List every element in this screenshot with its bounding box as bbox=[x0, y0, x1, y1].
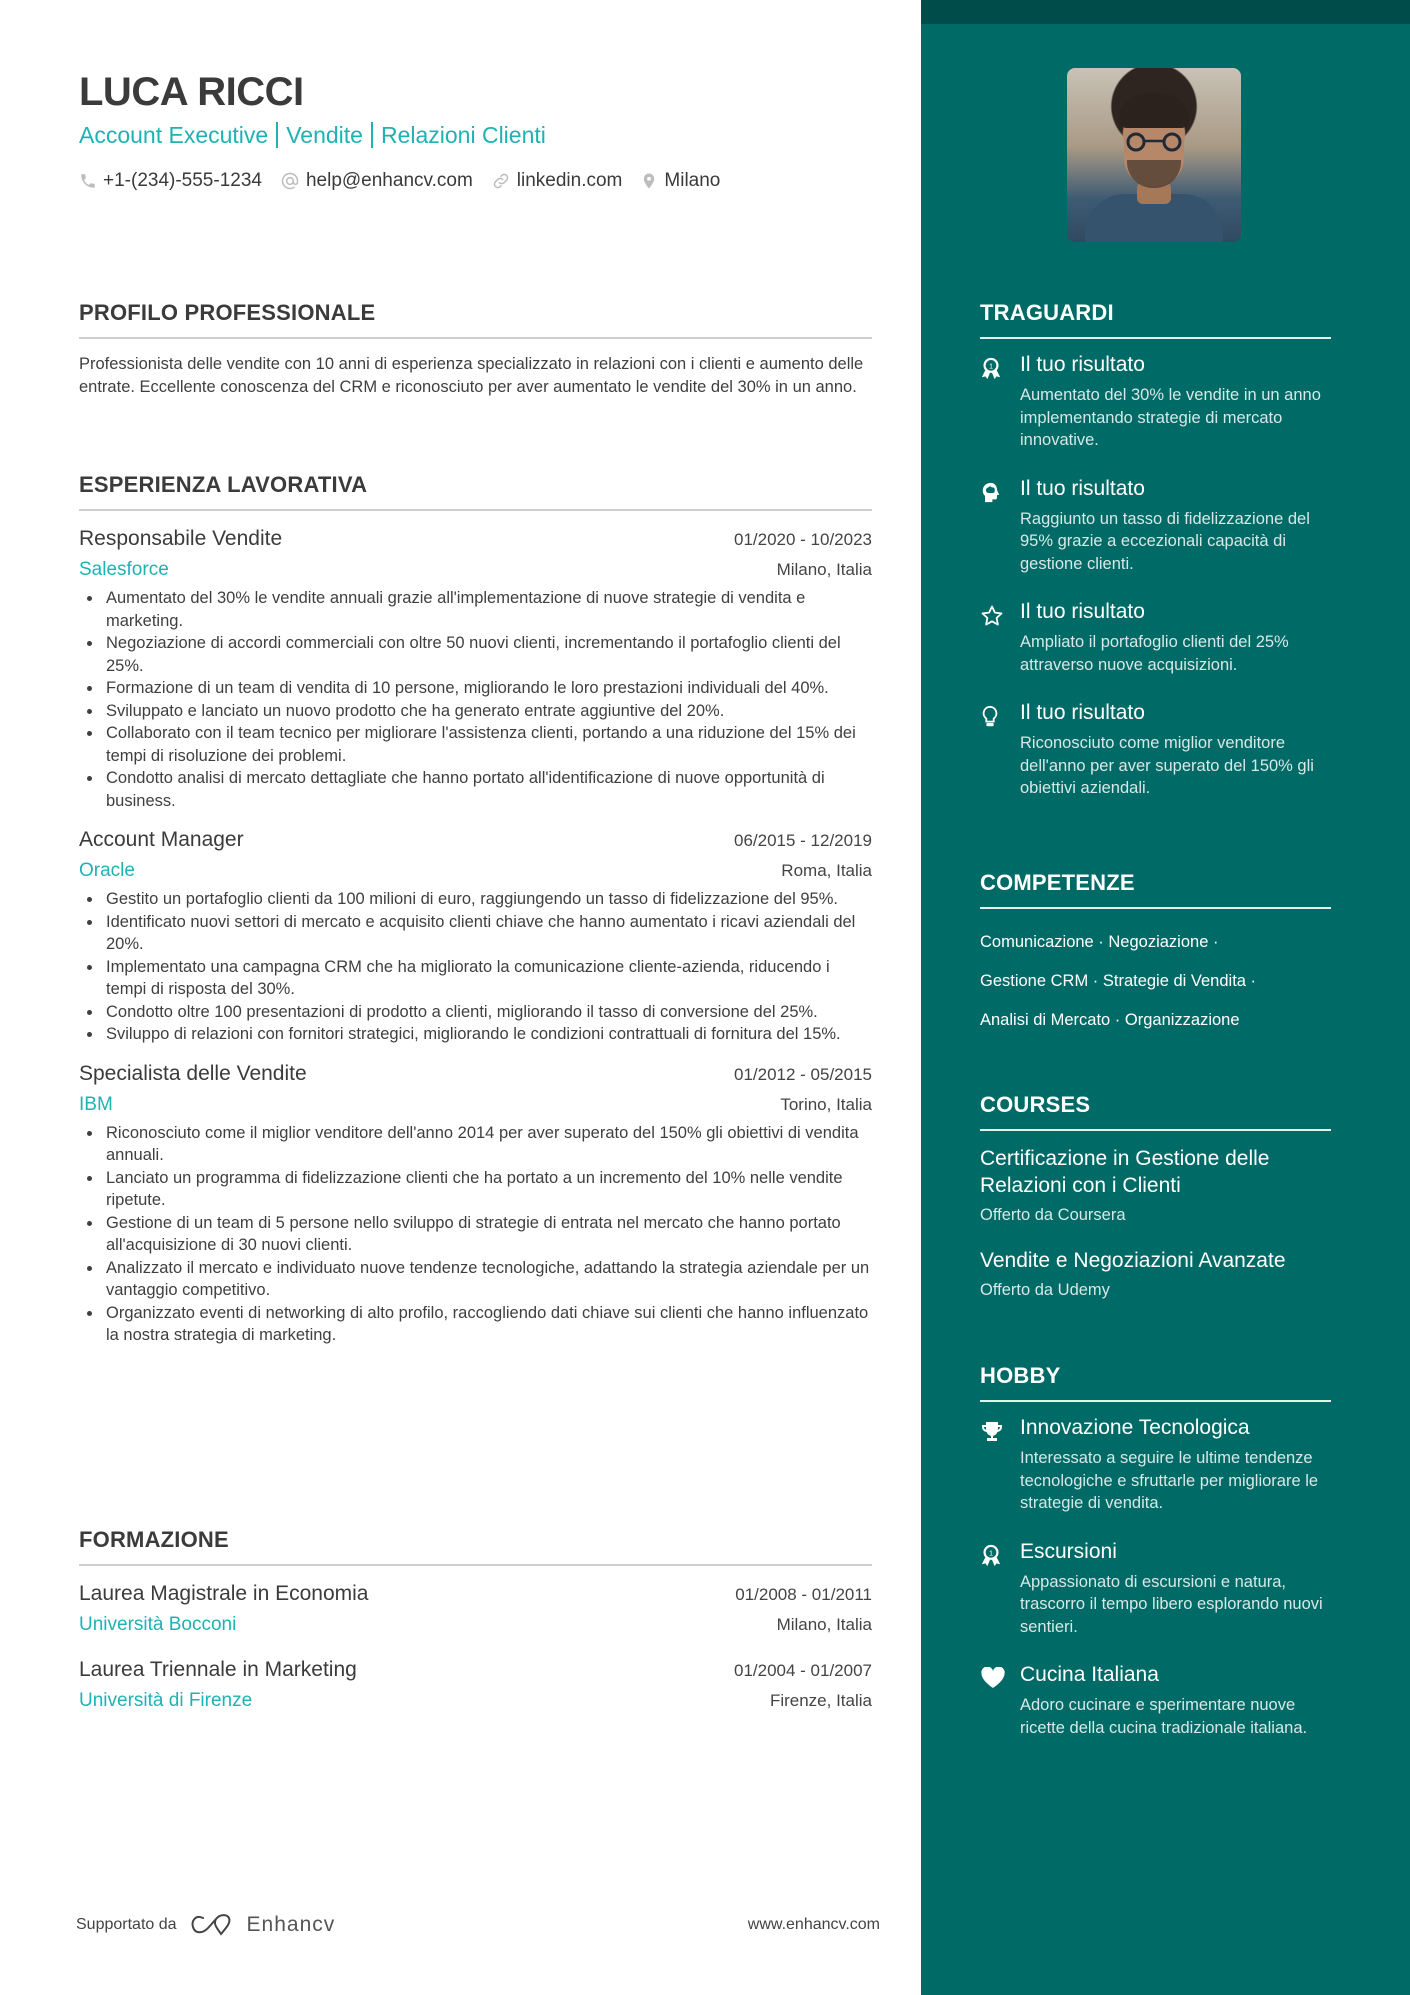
achievement-title: Il tuo risultato bbox=[1020, 353, 1145, 376]
phone-icon bbox=[79, 171, 97, 191]
contact-linkedin[interactable] bbox=[491, 170, 623, 192]
heart-icon bbox=[980, 1667, 1006, 1689]
degree-title: Laurea Magistrale in Economia bbox=[79, 1582, 369, 1605]
headline-item: Vendite bbox=[286, 122, 363, 148]
job-bullets bbox=[79, 1122, 872, 1347]
profile-photo bbox=[1067, 68, 1241, 242]
skills-line: Comunicazione · Negoziazione · bbox=[980, 933, 1219, 951]
bullet-item: Gestione di un team di 5 persone nello sviluppo di strategie di entrata nel mercato che hanno portato all'acquisizione di 30 nuovi clienti. bbox=[106, 1212, 872, 1257]
award-ribbon-icon bbox=[980, 1544, 1002, 1568]
achievements-section bbox=[980, 300, 1331, 800]
head-brain-icon bbox=[980, 481, 1002, 505]
bullet-item: Analizzato il mercato e individuato nuove tendenze tecnologiche, adattando la strategia aziendale per un vantaggio competitivo. bbox=[106, 1257, 872, 1302]
skills-list bbox=[980, 923, 1331, 1040]
achievement-item bbox=[980, 353, 1331, 452]
achievement-text: Ampliato il portafoglio clienti del 25% attraverso nuove acquisizioni. bbox=[1020, 633, 1289, 674]
section-divider bbox=[980, 907, 1331, 909]
school-name: Università Bocconi bbox=[79, 1614, 237, 1635]
candidate-name: LUCA RICCI bbox=[79, 70, 304, 114]
location-pin-icon bbox=[640, 170, 658, 192]
hobbies-section bbox=[980, 1363, 1331, 1739]
achievement-text: Aumentato del 30% le vendite in un anno implementando strategie di mercato innovative. bbox=[1020, 386, 1321, 449]
job-dates: 01/2012 - 05/2015 bbox=[733, 1064, 872, 1084]
enhancv-brand: Enhancv bbox=[246, 1913, 336, 1936]
achievement-text: Riconosciuto come miglior venditore dell'anno per aver superato del 150% gli obiettivi aziendali. bbox=[1020, 734, 1314, 797]
course-item bbox=[980, 1145, 1331, 1225]
job-location: Milano, Italia bbox=[776, 560, 872, 579]
hobby-text: Adoro cucinare e sperimentare nuove ricette della cucina tradizionale italiana. bbox=[1020, 1696, 1308, 1737]
achievement-title: Il tuo risultato bbox=[1020, 600, 1145, 623]
education-entry bbox=[79, 1582, 872, 1636]
bullet-item: Identificato nuovi settori di mercato e acquisito clienti chiave che hanno aumentato i ricavi aziendali del 20%. bbox=[106, 911, 872, 956]
contact-location bbox=[640, 170, 720, 192]
hobby-title: Escursioni bbox=[1020, 1539, 1117, 1563]
section-divider bbox=[980, 1129, 1331, 1131]
education-section bbox=[79, 1527, 872, 1712]
achievement-item bbox=[980, 600, 1331, 676]
location-text: Milano bbox=[664, 170, 721, 191]
section-divider bbox=[79, 509, 872, 511]
job-bullets bbox=[79, 587, 872, 812]
headline-divider bbox=[276, 122, 278, 148]
bullet-item: Collaborato con il team tecnico per migliorare l'assistenza clienti, portando a una riduzione del 15% dei tempi di risoluzione dei problemi. bbox=[106, 722, 872, 767]
bullet-item: Gestito un portafoglio clienti da 100 milioni di euro, raggiungendo un tasso di fidelizzazione del 95%. bbox=[106, 888, 872, 911]
phone-number: +1-(234)-555-1234 bbox=[103, 170, 262, 191]
powered-by-label: Supportato da bbox=[76, 1916, 177, 1933]
hobby-item bbox=[980, 1416, 1331, 1515]
trophy-icon bbox=[980, 1420, 1004, 1442]
profile-summary: Professionista delle vendite con 10 anni di esperienza specializzato in relazioni con i clienti e aumento delle entrate. Eccellente conoscenza del CRM e riconosciuto per aver aumentato le vendite del 30% in un anno. bbox=[79, 355, 864, 396]
website-link[interactable]: www.enhancv.com bbox=[747, 1916, 880, 1933]
job-location: Roma, Italia bbox=[781, 861, 872, 880]
linkedin-link: linkedin.com bbox=[516, 170, 623, 191]
school-name: Università di Firenze bbox=[79, 1690, 253, 1711]
section-title: TRAGUARDI bbox=[980, 300, 1114, 325]
bullet-item: Riconosciuto come il miglior venditore dell'anno 2014 per aver superato del 150% gli obiettivi di vendita annuali. bbox=[106, 1122, 872, 1167]
course-title: Certificazione in Gestione delle Relazioni con i Clienti bbox=[980, 1147, 1270, 1197]
achievement-title: Il tuo risultato bbox=[1020, 476, 1145, 500]
section-divider bbox=[980, 1400, 1331, 1402]
sidebar-top-band bbox=[921, 0, 1410, 24]
skills-line: Gestione CRM · Strategie di Vendita · bbox=[980, 972, 1257, 990]
bullet-item: Implementato una campagna CRM che ha migliorato la comunicazione cliente-azienda, riducendo i tempi di risposta del 30%. bbox=[106, 956, 872, 1001]
achievement-title: Il tuo risultato bbox=[1020, 701, 1145, 724]
bullet-item: Condotto oltre 100 presentazioni di prodotto a clienti, migliorando il tasso di conversione del 25%. bbox=[106, 1001, 872, 1024]
contact-phone[interactable] bbox=[79, 170, 262, 192]
footer bbox=[76, 1912, 880, 1938]
headline-item: Account Executive bbox=[79, 122, 269, 148]
job-location: Torino, Italia bbox=[780, 1094, 872, 1114]
job-dates: 06/2015 - 12/2019 bbox=[733, 831, 872, 850]
headline bbox=[79, 122, 546, 149]
link-icon bbox=[491, 171, 511, 191]
section-divider bbox=[79, 337, 872, 339]
hobby-title: Cucina Italiana bbox=[1020, 1663, 1159, 1686]
section-divider bbox=[79, 1564, 872, 1566]
courses-section bbox=[980, 1092, 1331, 1300]
bullet-item: Organizzato eventi di networking di alto profilo, raccogliendo dati chiave sui clienti che hanno influenzato la nostra strategia di marketing. bbox=[106, 1302, 872, 1347]
svg-text:1: 1 bbox=[988, 1548, 994, 1558]
course-item bbox=[980, 1247, 1331, 1300]
experience-section bbox=[79, 472, 872, 1347]
powered-by[interactable] bbox=[76, 1912, 335, 1938]
job-entry bbox=[79, 828, 872, 1046]
profile-section bbox=[79, 300, 872, 398]
enhancv-logo-icon bbox=[189, 1912, 237, 1938]
course-title: Vendite e Negoziazioni Avanzate bbox=[980, 1249, 1286, 1272]
job-bullets bbox=[79, 888, 872, 1046]
company-name: Oracle bbox=[79, 860, 135, 881]
lightbulb-icon bbox=[980, 705, 1000, 729]
job-title: Responsabile Vendite bbox=[79, 527, 283, 550]
at-icon bbox=[280, 171, 300, 191]
hobby-text: Interessato a seguire le ultime tendenze tecnologiche e sfruttarle per migliorare le strategie di vendita. bbox=[1020, 1449, 1319, 1512]
star-icon bbox=[980, 604, 1004, 628]
company-name: Salesforce bbox=[79, 559, 169, 580]
section-title: PROFILO PROFESSIONALE bbox=[79, 300, 376, 325]
bullet-item: Lanciato un programma di fidelizzazione clienti che ha portato a un incremento del 10% nelle vendite ripetute. bbox=[106, 1167, 872, 1212]
headline-item: Relazioni Clienti bbox=[380, 122, 546, 148]
glasses-shape bbox=[1119, 132, 1189, 152]
job-entry bbox=[79, 527, 872, 812]
contact-email[interactable] bbox=[280, 170, 473, 192]
achievement-item bbox=[980, 701, 1331, 800]
email-address: help@enhancv.com bbox=[305, 170, 473, 191]
headline-divider bbox=[371, 122, 373, 148]
achievement-text: Raggiunto un tasso di fidelizzazione del 95% grazie a eccezionali capacità di gestione clienti. bbox=[1020, 509, 1310, 573]
section-title: ESPERIENZA LAVORATIVA bbox=[79, 472, 368, 497]
section-divider bbox=[980, 337, 1331, 339]
section-title: COMPETENZE bbox=[980, 870, 1135, 895]
hobby-text: Appassionato di escursioni e natura, trascorro il tempo libero esplorando nuovi sentieri. bbox=[1020, 1572, 1323, 1636]
section-title: COURSES bbox=[980, 1092, 1091, 1117]
contact-list bbox=[79, 170, 738, 192]
job-title: Account Manager bbox=[79, 828, 244, 851]
bullet-item: Formazione di un team di vendita di 10 persone, migliorando le loro prestazioni individuali del 40%. bbox=[106, 677, 872, 700]
hobby-title: Innovazione Tecnologica bbox=[1020, 1416, 1250, 1439]
job-entry bbox=[79, 1062, 872, 1347]
bullet-item: Aumentato del 30% le vendite annuali grazie all'implementazione di nuove strategie di vendita e marketing. bbox=[106, 587, 872, 632]
course-provider: Offerto da Udemy bbox=[980, 1281, 1110, 1299]
hobby-item bbox=[980, 1663, 1331, 1739]
section-title: HOBBY bbox=[980, 1363, 1061, 1388]
job-title: Specialista delle Vendite bbox=[79, 1061, 307, 1085]
sidebar bbox=[921, 0, 1410, 1995]
skills-section bbox=[980, 870, 1331, 1040]
course-provider: Offerto da Coursera bbox=[980, 1206, 1126, 1224]
education-dates: 01/2004 - 01/2007 bbox=[733, 1661, 872, 1680]
hobby-item bbox=[980, 1540, 1331, 1639]
education-location: Milano, Italia bbox=[776, 1615, 872, 1634]
degree-title: Laurea Triennale in Marketing bbox=[79, 1658, 357, 1681]
bullet-item: Negoziazione di accordi commerciali con oltre 50 nuovi clienti, incrementando il portafoglio clienti del 25%. bbox=[106, 632, 872, 677]
bullet-item: Sviluppo di relazioni con fornitori strategici, migliorando le condizioni contrattuali di fornitura del 15%. bbox=[106, 1023, 872, 1046]
job-dates: 01/2020 - 10/2023 bbox=[733, 530, 872, 549]
bullet-item: Sviluppato e lanciato un nuovo prodotto che ha generato entrate aggiuntive del 20%. bbox=[106, 700, 872, 723]
section-title: FORMAZIONE bbox=[79, 1527, 229, 1552]
award-ribbon-icon bbox=[980, 357, 1002, 381]
education-dates: 01/2008 - 01/2011 bbox=[735, 1585, 872, 1604]
svg-text:1: 1 bbox=[988, 361, 994, 371]
skills-line: Analisi di Mercato · Organizzazione bbox=[980, 1011, 1240, 1029]
company-name: IBM bbox=[79, 1093, 113, 1115]
achievement-item bbox=[980, 477, 1331, 576]
education-entry bbox=[79, 1658, 872, 1712]
bullet-item: Condotto analisi di mercato dettagliate che hanno portato all'identificazione di nuove opportunità di business. bbox=[106, 767, 872, 812]
education-location: Firenze, Italia bbox=[769, 1691, 872, 1710]
